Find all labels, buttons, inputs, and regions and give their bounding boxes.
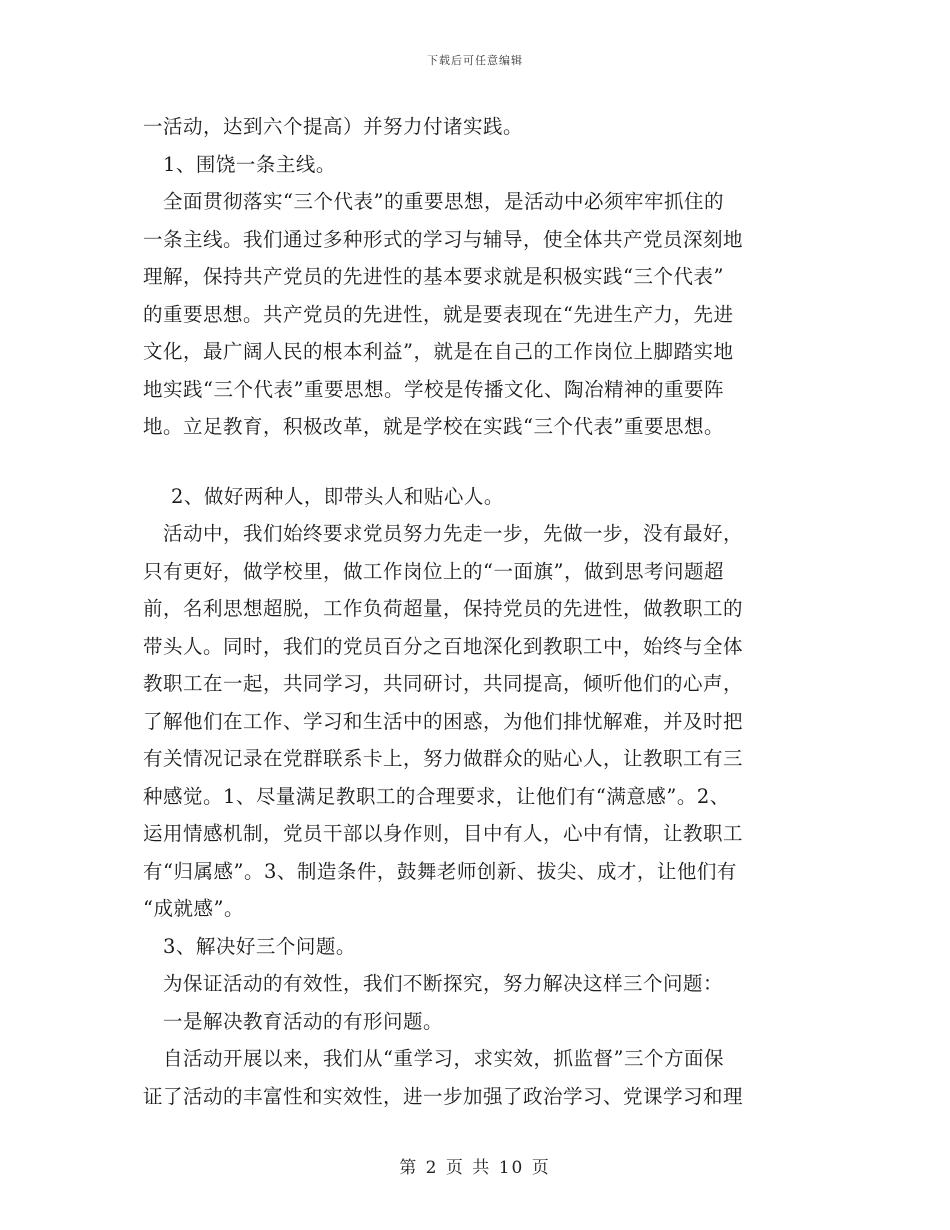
paragraph-line: 一条主线。我们通过多种形式的学习与辅导，使全体共产党员深刻地 bbox=[143, 227, 744, 251]
paragraph-line: 一活动，达到六个提高）并努力付诸实践。 bbox=[143, 115, 524, 138]
paragraph-line: 有关情况记录在党群联系卡上，努力做群众的贴心人，让教职工有三 bbox=[143, 747, 744, 770]
paragraph-gap bbox=[143, 446, 803, 478]
paragraph-line: 教职工在一起，共同学习，共同研讨，共同提高，倾听他们的心声， bbox=[143, 672, 744, 695]
paragraph-line: 自活动开展以来，我们从“重学习，求实效，抓监督”三个方面保 bbox=[163, 1047, 724, 1070]
paragraph-line: 运用情感机制，党员干部以身作则，目中有人，心中有情，让教职工 bbox=[143, 822, 744, 845]
paragraph-line: 只有更好，做学校里，做工作岗位上的“一面旗”，做到思考问题超 bbox=[143, 559, 724, 583]
section-heading-3: 3、解决好三个问题。 bbox=[163, 934, 356, 958]
paragraph-line: 活动中，我们始终要求党员努力先走一步，先做一步，没有最好， bbox=[163, 522, 744, 545]
paragraph-line: 地实践“三个代表”重要思想。学校是传播文化、陶冶精神的重要阵 bbox=[143, 377, 724, 401]
paragraph-line: 为保证活动的有效性，我们不断探究，努力解决这样三个问题： bbox=[163, 972, 724, 995]
paragraph-line: 带头人。同时，我们的党员百分之百地深化到教职工中，始终与全体 bbox=[143, 634, 744, 658]
paragraph-line: “成就感”。 bbox=[143, 897, 244, 920]
paragraph-line: 文化，最广阔人民的根本利益”，就是在自己的工作岗位上脚踏实地 bbox=[143, 340, 734, 363]
section-heading-2: 2、做好两种人，即带头人和贴心人。 bbox=[171, 484, 504, 508]
paragraph-line: 理解，保持共产党员的先进性的基本要求就是积极实践“三个代表” bbox=[143, 265, 724, 288]
section-heading-1: 1、围饶一条主线。 bbox=[163, 152, 336, 176]
paragraph-line: 的重要思想。共产党员的先进性，就是要表现在“先进生产力，先进 bbox=[143, 302, 734, 326]
paragraph-line: 了解他们在工作、学习和生活中的困惑，为他们排忧解难，并及时把 bbox=[143, 709, 744, 733]
paragraph-line: 全面贯彻落实“三个代表”的重要思想，是活动中必须牢牢抓住的 bbox=[163, 190, 724, 213]
paragraph-line: 前，名利思想超脱，工作负荷超量，保持党员的先进性，做教职工的 bbox=[143, 597, 744, 620]
paragraph-line: 种感觉。1、尽量满足教职工的合理要求，让他们有“满意感”。2、 bbox=[143, 784, 730, 808]
document-body bbox=[143, 108, 803, 1115]
paragraph-line: 有“归属感”。3、制造条件，鼓舞老师创新、拔尖、成才，让他们有 bbox=[143, 859, 737, 883]
page-footer: 第 2 页 共 10 页 bbox=[399, 1158, 551, 1178]
page-header: 下载后可任意编辑 bbox=[427, 54, 523, 67]
paragraph-line: 证了活动的丰富性和实效性，进一步加强了政治学习、党课学习和理 bbox=[143, 1084, 744, 1108]
paragraph-line: 一是解决教育活动的有形问题。 bbox=[163, 1009, 444, 1033]
paragraph-line: 地。立足教育，积极改革，就是学校在实践“三个代表”重要思想。 bbox=[143, 415, 724, 438]
